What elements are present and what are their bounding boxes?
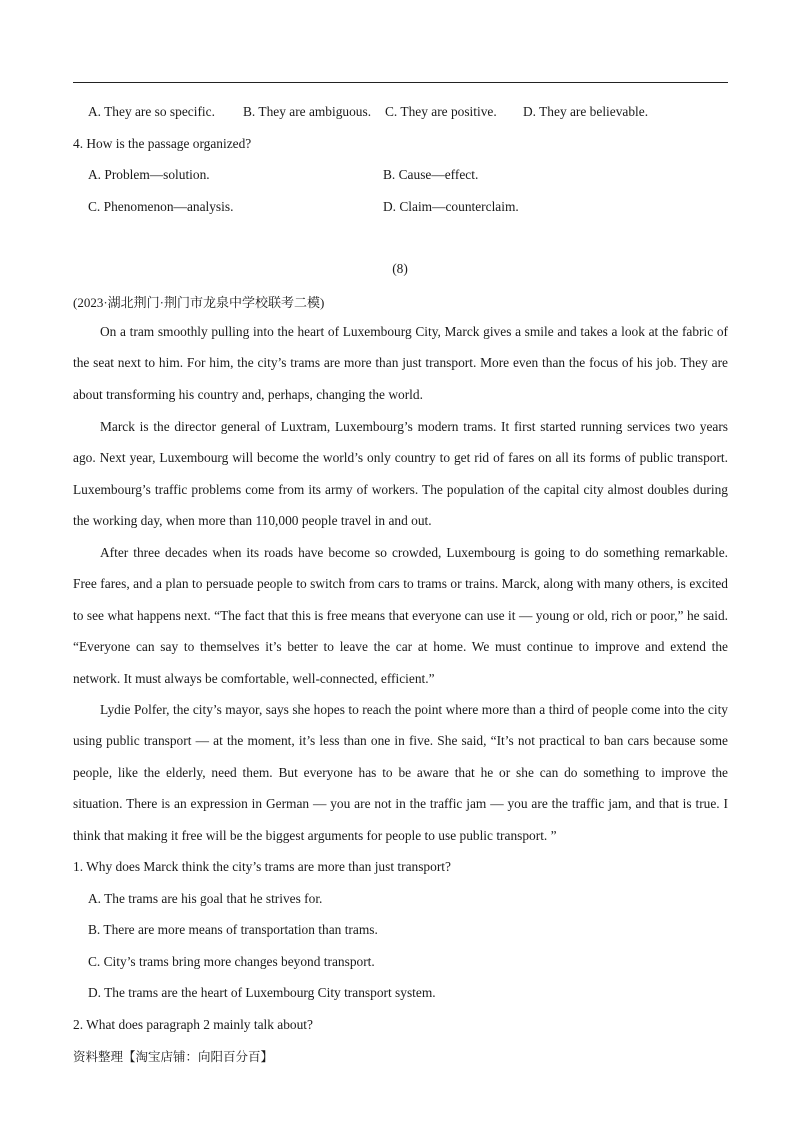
paragraph-4: Lydie Polfer, the city’s mayor, says she hopes to reach the point where more than a third of people come into the city using public transport — at the moment, it’s less than one in five. She said, “It’s not practical to ban cars because some people, like the elderly, need them. But everyone has to be aware that he or she can do something to improve the situation. There is an expression in German — you are not in the traffic jam — you are the traffic jam, and that is true. I think that making it free will be the biggest arguments for people to use public transport. ” [73, 702, 728, 843]
prev-option-c: C. They are positive. [385, 104, 497, 119]
paragraph-2: Marck is the director general of Luxtram, Luxembourg’s modern trams. It first started running services two years ago. Next year, Luxembourg will become the world’s only country to get rid of fares on all its forms of public transport. Luxembourg’s traffic problems come from its army of workers. The population of the capital city almost doubles during the working day, when more than 110,000 people travel in and out. [73, 419, 728, 529]
question-4: 4. How is the passage organized? [73, 136, 252, 151]
prev-option-b: B. They are ambiguous. [243, 104, 372, 119]
prev-option-a: A. They are so specific. [88, 104, 215, 119]
q1-option-b: B. There are more means of transportation than trams. [88, 922, 378, 937]
prev-option-d: D. They are believable. [523, 104, 649, 119]
q1-option-c: C. City’s trams bring more changes beyond transport. [88, 954, 375, 969]
paragraph-3: After three decades when its roads have become so crowded, Luxembourg is going to do something remarkable. Free fares, and a plan to persuade people to switch from cars to trams or trains. Marck, along with many others, is excited to see what happens next. “The fact that this is free means that everyone can use it — young or old, rich or poor,” he said. “Everyone can say to themselves it’s better to leave the car at home. We must continue to improve and extend the network. It must always be comfortable, well-connected, efficient.” [73, 545, 728, 686]
question-1: 1. Why does Marck think the city’s trams are more than just transport? [73, 859, 451, 874]
source-label: (2023·湖北荆门·荆门市龙泉中学校联考二模) [73, 295, 325, 310]
q4-option-c: C. Phenomenon—analysis. [88, 199, 234, 214]
q4-option-a: A. Problem—solution. [88, 167, 210, 182]
header-rule [73, 82, 728, 83]
paragraph-1: On a tram smoothly pulling into the heart of Luxembourg City, Marck gives a smile and takes a look at the fabric of the seat next to him. For him, the city’s trams are more than just transport. More even than the focus of his job. They are about transforming his country and, perhaps, changing the world. [73, 324, 728, 402]
question-2: 2. What does paragraph 2 mainly talk about? [73, 1017, 313, 1032]
q1-option-d: D. The trams are the heart of Luxembourg City transport system. [88, 985, 436, 1000]
footer-note: 资料整理【淘宝店铺：向阳百分百】 [73, 1049, 274, 1064]
q4-option-d: D. Claim—counterclaim. [383, 199, 519, 214]
q4-option-b: B. Cause—effect. [383, 167, 479, 182]
q1-option-a: A. The trams are his goal that he strives for. [88, 891, 323, 906]
section-number: (8) [392, 261, 408, 276]
